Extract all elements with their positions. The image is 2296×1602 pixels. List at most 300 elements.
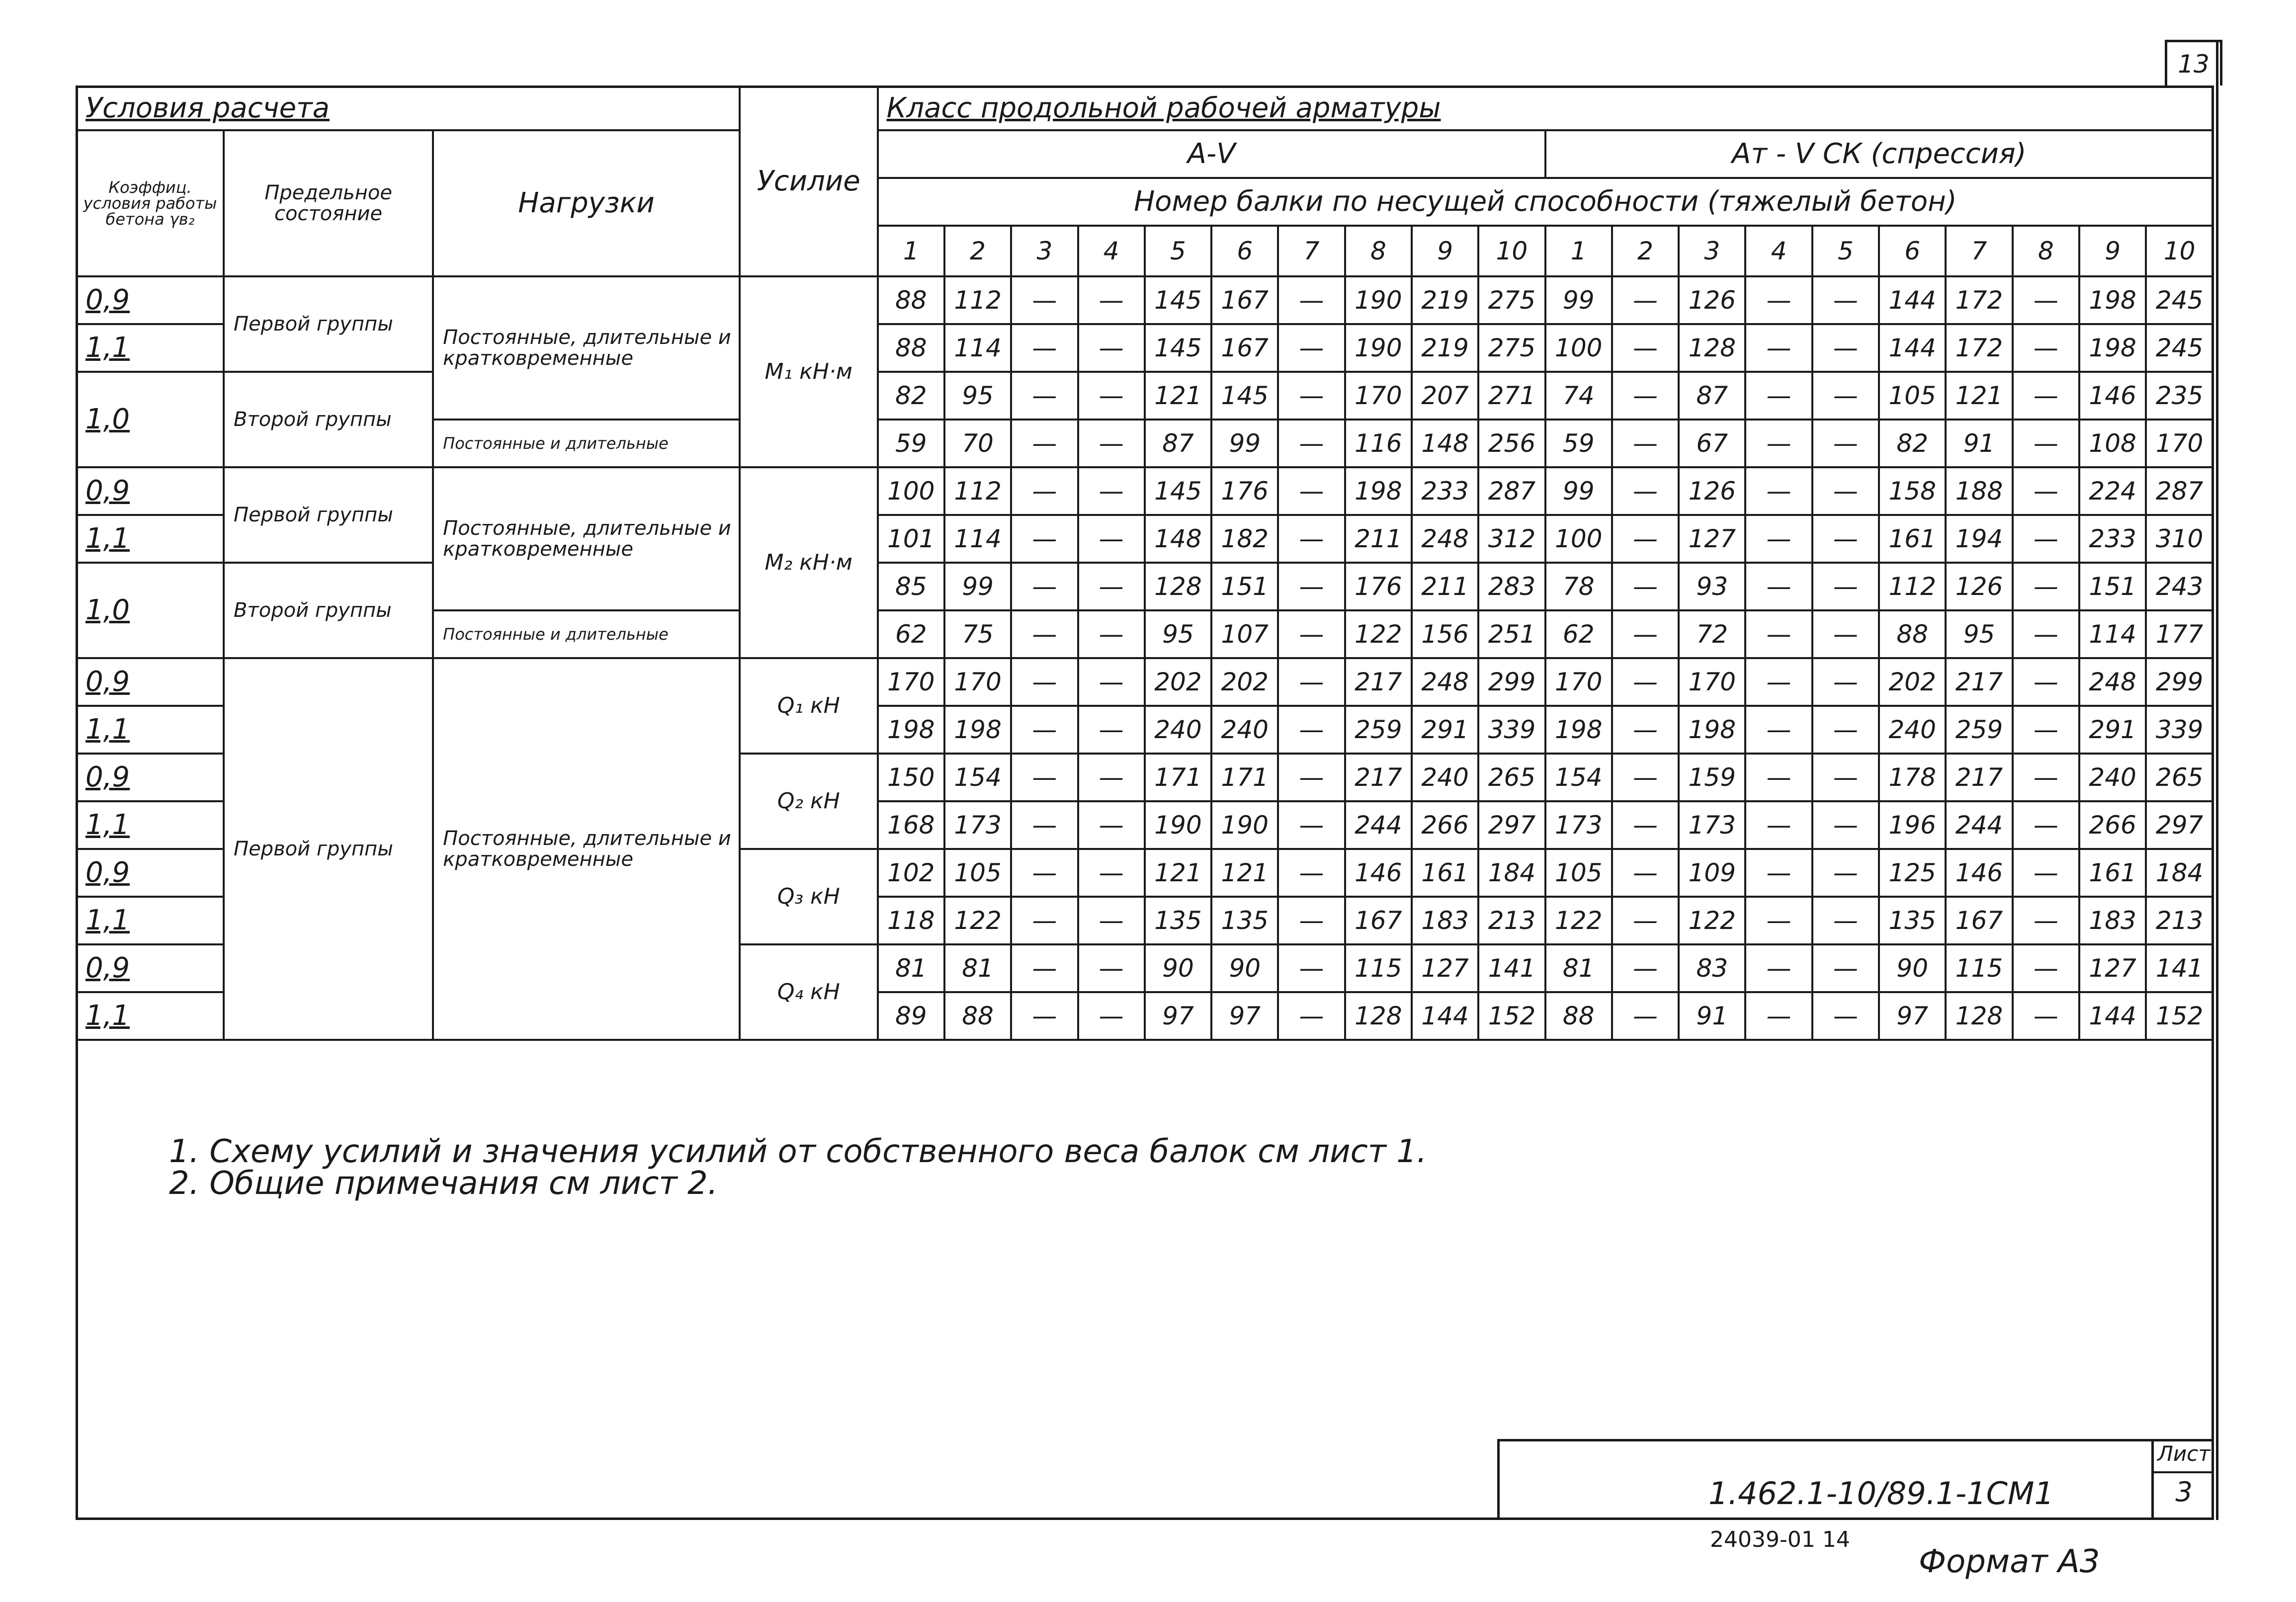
value-cell: — (1011, 944, 1078, 992)
value-cell: 135 (1211, 897, 1278, 944)
value-cell: 81 (878, 944, 944, 992)
value-cell: 339 (1478, 706, 1545, 754)
value-cell: 105 (1545, 849, 1612, 897)
value-cell: — (1612, 944, 1679, 992)
coef-cell: 0,9 (77, 467, 224, 515)
value-cell: 85 (878, 563, 944, 610)
value-cell: — (1745, 801, 1812, 849)
value-cell: 173 (1679, 801, 1745, 849)
value-cell: — (1745, 944, 1812, 992)
force-cell: Q₃ кН (740, 849, 878, 944)
value-cell: 122 (1545, 897, 1612, 944)
value-cell: 170 (1679, 658, 1745, 706)
value-cell: — (1078, 515, 1145, 563)
value-cell: 100 (878, 467, 944, 515)
value-cell: 240 (1879, 706, 1946, 754)
value-cell: 144 (1879, 276, 1946, 324)
value-cell: — (1745, 563, 1812, 610)
beam-number: 3 (1679, 226, 1745, 276)
value-cell: — (1011, 610, 1078, 658)
value-cell: — (2013, 610, 2079, 658)
value-cell: 82 (1879, 420, 1946, 467)
value-cell: 112 (1879, 563, 1946, 610)
value-cell: 145 (1145, 467, 1211, 515)
value-cell: — (1812, 515, 1879, 563)
value-cell: 299 (1478, 658, 1545, 706)
limit-state-cell: Первой группы (224, 276, 433, 372)
force-cell: Q₂ кН (740, 754, 878, 849)
value-cell: — (1278, 515, 1345, 563)
value-cell: 240 (1145, 706, 1211, 754)
value-cell: — (1278, 658, 1345, 706)
value-cell: 154 (1545, 754, 1612, 801)
beam-number: 9 (1412, 226, 1478, 276)
value-cell: 173 (944, 801, 1011, 849)
value-cell: 135 (1879, 897, 1946, 944)
value-cell: 202 (1145, 658, 1211, 706)
value-cell: — (2013, 849, 2079, 897)
value-cell: — (1745, 324, 1812, 372)
loads-cell: Постоянные, длительные и кратковременные (433, 658, 740, 1040)
value-cell: 87 (1679, 372, 1745, 420)
value-cell: — (1011, 324, 1078, 372)
value-cell: — (1011, 801, 1078, 849)
coef-cell: 1,1 (77, 515, 224, 563)
value-cell: — (1745, 754, 1812, 801)
notes (169, 1133, 1427, 1202)
value-cell: — (1812, 420, 1879, 467)
value-cell: 145 (1145, 276, 1211, 324)
value-cell: 114 (944, 515, 1011, 563)
value-cell: 183 (2079, 897, 2146, 944)
value-cell: — (1612, 706, 1679, 754)
class-a5-header: А-Ⅴ (878, 130, 1545, 178)
value-cell: 266 (1412, 801, 1478, 849)
value-cell: — (1278, 372, 1345, 420)
value-cell: — (1745, 897, 1812, 944)
value-cell: — (1812, 658, 1879, 706)
value-cell: 83 (1679, 944, 1745, 992)
value-cell: 235 (2146, 372, 2213, 420)
force-cell: M₂ кН·м (740, 467, 878, 658)
value-cell: 97 (1879, 992, 1946, 1040)
value-cell: 198 (1545, 706, 1612, 754)
value-cell: — (1011, 992, 1078, 1040)
value-cell: 93 (1679, 563, 1745, 610)
value-cell: — (2013, 754, 2079, 801)
value-cell: 184 (2146, 849, 2213, 897)
value-cell: 177 (2146, 610, 2213, 658)
value-cell: 146 (1345, 849, 1412, 897)
value-cell: — (1612, 801, 1679, 849)
value-cell: 151 (2079, 563, 2146, 610)
value-cell: 144 (1879, 324, 1946, 372)
value-cell: 81 (944, 944, 1011, 992)
value-cell: 114 (944, 324, 1011, 372)
value-cell: — (1812, 706, 1879, 754)
value-cell: 190 (1145, 801, 1211, 849)
value-cell: 102 (878, 849, 944, 897)
value-cell: 74 (1545, 372, 1612, 420)
value-cell: 128 (1679, 324, 1745, 372)
value-cell: — (1078, 897, 1145, 944)
value-cell: 122 (1345, 610, 1412, 658)
value-cell: — (1278, 801, 1345, 849)
value-cell: — (1612, 276, 1679, 324)
value-cell: — (1011, 563, 1078, 610)
value-cell: 190 (1211, 801, 1278, 849)
value-cell: 167 (1211, 276, 1278, 324)
value-cell: — (1278, 276, 1345, 324)
value-cell: 95 (1946, 610, 2012, 658)
beam-number: 3 (1011, 226, 1078, 276)
value-cell: 128 (1345, 992, 1412, 1040)
value-cell: — (2013, 276, 2079, 324)
value-cell: — (1612, 849, 1679, 897)
beam-number: 5 (1812, 226, 1879, 276)
beam-number: 10 (2146, 226, 2213, 276)
value-cell: 213 (2146, 897, 2213, 944)
value-cell: — (2013, 658, 2079, 706)
value-cell: — (1612, 754, 1679, 801)
value-cell: 168 (878, 801, 944, 849)
value-cell: 97 (1211, 992, 1278, 1040)
value-cell: — (1745, 515, 1812, 563)
value-cell: 297 (2146, 801, 2213, 849)
value-cell: 148 (1412, 420, 1478, 467)
value-cell: 99 (944, 563, 1011, 610)
value-cell: 75 (944, 610, 1011, 658)
value-cell: 170 (1345, 372, 1412, 420)
coef-cell: 0,9 (77, 754, 224, 801)
value-cell: — (1612, 563, 1679, 610)
value-cell: — (1745, 658, 1812, 706)
force-header: Усилие (740, 86, 878, 276)
value-cell: — (1078, 754, 1145, 801)
beam-number: 7 (1278, 226, 1345, 276)
value-cell: 219 (1412, 276, 1478, 324)
inventory-number: 24039-01 14 (1710, 1527, 1850, 1552)
sheet-label: Лист (2154, 1441, 2214, 1473)
value-cell: 233 (2079, 515, 2146, 563)
value-cell: 146 (2079, 372, 2146, 420)
force-cell: Q₁ кН (740, 658, 878, 754)
value-cell: 67 (1679, 420, 1745, 467)
value-cell: 167 (1946, 897, 2012, 944)
value-cell: 170 (2146, 420, 2213, 467)
value-cell: — (1612, 467, 1679, 515)
value-cell: 112 (944, 467, 1011, 515)
coef-header: Коэффиц. условия работы бетона γв₂ (77, 130, 224, 276)
value-cell: — (1011, 515, 1078, 563)
value-cell: — (2013, 420, 2079, 467)
beam-number: 1 (1545, 226, 1612, 276)
value-cell: — (1078, 992, 1145, 1040)
value-cell: — (1612, 992, 1679, 1040)
value-cell: 271 (1478, 372, 1545, 420)
value-cell: — (1612, 897, 1679, 944)
value-cell: 125 (1879, 849, 1946, 897)
value-cell: 90 (1145, 944, 1211, 992)
value-cell: 126 (1679, 467, 1745, 515)
value-cell: 62 (1545, 610, 1612, 658)
value-cell: 259 (1946, 706, 2012, 754)
value-cell: 62 (878, 610, 944, 658)
value-cell: 299 (2146, 658, 2213, 706)
beam-number: 7 (1946, 226, 2012, 276)
value-cell: 128 (1145, 563, 1211, 610)
beam-number-header: Номер балки по несущей способности (тяжелый бетон) (878, 178, 2213, 226)
value-cell: 89 (878, 992, 944, 1040)
value-cell: 291 (1412, 706, 1478, 754)
value-cell: 240 (1412, 754, 1478, 801)
value-cell: 115 (1345, 944, 1412, 992)
value-cell: 126 (1946, 563, 2012, 610)
document-code: 1.462.1-10/89.1-1СМ1 (1708, 1475, 2054, 1512)
beam-number: 8 (2013, 226, 2079, 276)
value-cell: — (1812, 944, 1879, 992)
value-cell: 275 (1478, 324, 1545, 372)
value-cell: 202 (1879, 658, 1946, 706)
value-cell: 283 (1478, 563, 1545, 610)
value-cell: 172 (1946, 276, 2012, 324)
value-cell: 188 (1946, 467, 2012, 515)
value-cell: 170 (878, 658, 944, 706)
value-cell: — (1278, 324, 1345, 372)
value-cell: 91 (1679, 992, 1745, 1040)
value-cell: — (1745, 706, 1812, 754)
value-cell: 81 (1545, 944, 1612, 992)
value-cell: 156 (1412, 610, 1478, 658)
value-cell: 248 (1412, 658, 1478, 706)
value-cell: 217 (1946, 658, 2012, 706)
value-cell: — (2013, 324, 2079, 372)
value-cell: — (2013, 706, 2079, 754)
value-cell: — (1011, 276, 1078, 324)
value-cell: — (1011, 897, 1078, 944)
page-number: 13 (2165, 40, 2222, 85)
value-cell: 88 (878, 276, 944, 324)
value-cell: 127 (1679, 515, 1745, 563)
value-cell: 198 (2079, 276, 2146, 324)
coef-cell: 1,1 (77, 801, 224, 849)
value-cell: — (1011, 849, 1078, 897)
title-block (1497, 1439, 2214, 1520)
sheet-number: 3 (2175, 1476, 2193, 1508)
value-cell: — (1078, 563, 1145, 610)
value-cell: — (1278, 992, 1345, 1040)
value-cell: 265 (2146, 754, 2213, 801)
coef-cell: 1,0 (77, 563, 224, 658)
value-cell: 88 (944, 992, 1011, 1040)
value-cell: 88 (1545, 992, 1612, 1040)
value-cell: — (1078, 849, 1145, 897)
value-cell: 248 (2079, 658, 2146, 706)
value-cell: 146 (1946, 849, 2012, 897)
value-cell: 121 (1145, 849, 1211, 897)
value-cell: — (1745, 276, 1812, 324)
value-cell: 115 (1946, 944, 2012, 992)
value-cell: 217 (1345, 754, 1412, 801)
beam-number: 2 (944, 226, 1011, 276)
value-cell: — (1278, 849, 1345, 897)
value-cell: 167 (1211, 324, 1278, 372)
beam-number: 8 (1345, 226, 1412, 276)
value-cell: 141 (2146, 944, 2213, 992)
value-cell: — (1011, 754, 1078, 801)
value-cell: 161 (1879, 515, 1946, 563)
value-cell: 339 (2146, 706, 2213, 754)
value-cell: 159 (1679, 754, 1745, 801)
beam-number: 4 (1745, 226, 1812, 276)
value-cell: — (2013, 372, 2079, 420)
value-cell: — (1078, 944, 1145, 992)
value-cell: 240 (1211, 706, 1278, 754)
value-cell: 184 (1478, 849, 1545, 897)
value-cell: — (1812, 467, 1879, 515)
value-cell: — (1078, 276, 1145, 324)
value-cell: 219 (1412, 324, 1478, 372)
value-cell: 99 (1545, 276, 1612, 324)
coef-cell: 1,1 (77, 897, 224, 944)
value-cell: 109 (1679, 849, 1745, 897)
value-cell: 158 (1879, 467, 1946, 515)
value-cell: 105 (1879, 372, 1946, 420)
format-label: Формат А3 (1919, 1543, 2100, 1580)
value-cell: 108 (2079, 420, 2146, 467)
limit-state-header: Предельное состояние (224, 130, 433, 276)
value-cell: 97 (1145, 992, 1211, 1040)
value-cell: 127 (2079, 944, 2146, 992)
beam-number: 10 (1478, 226, 1545, 276)
value-cell: 211 (1345, 515, 1412, 563)
value-cell: 127 (1412, 944, 1478, 992)
limit-state-cell: Второй группы (224, 372, 433, 467)
value-cell: — (1078, 372, 1145, 420)
value-cell: 154 (944, 754, 1011, 801)
value-cell: 266 (2079, 801, 2146, 849)
value-cell: 190 (1345, 276, 1412, 324)
value-cell: — (1812, 372, 1879, 420)
value-cell: 287 (1478, 467, 1545, 515)
value-cell: 287 (2146, 467, 2213, 515)
value-cell: — (1812, 610, 1879, 658)
value-cell: — (1612, 658, 1679, 706)
value-cell: 183 (1412, 897, 1478, 944)
value-cell: 244 (1946, 801, 2012, 849)
value-cell: — (1812, 897, 1879, 944)
value-cell: 82 (878, 372, 944, 420)
value-cell: — (1612, 610, 1679, 658)
value-cell: 194 (1946, 515, 2012, 563)
value-cell: 245 (2146, 324, 2213, 372)
value-cell: 78 (1545, 563, 1612, 610)
value-cell: — (1612, 515, 1679, 563)
value-cell: 213 (1478, 897, 1545, 944)
value-cell: — (1745, 992, 1812, 1040)
value-cell: — (1278, 944, 1345, 992)
value-cell: — (2013, 563, 2079, 610)
value-cell: — (1812, 849, 1879, 897)
value-cell: — (1745, 610, 1812, 658)
value-cell: 59 (878, 420, 944, 467)
value-cell: 198 (944, 706, 1011, 754)
coef-cell: 0,9 (77, 944, 224, 992)
value-cell: 244 (1345, 801, 1412, 849)
force-table (76, 85, 2214, 1041)
loads-cell: Постоянные, длительные и кратковременные (433, 467, 740, 610)
value-cell: 90 (1879, 944, 1946, 992)
loads-cell: Постоянные, длительные и кратковременные (433, 276, 740, 420)
value-cell: 88 (1879, 610, 1946, 658)
value-cell: 148 (1145, 515, 1211, 563)
value-cell: 202 (1211, 658, 1278, 706)
value-cell: 152 (2146, 992, 2213, 1040)
value-cell: 152 (1478, 992, 1545, 1040)
value-cell: 224 (2079, 467, 2146, 515)
value-cell: 122 (944, 897, 1011, 944)
value-cell: 297 (1478, 801, 1545, 849)
beam-number: 1 (878, 226, 944, 276)
value-cell: 135 (1145, 897, 1211, 944)
limit-state-cell: Первой группы (224, 467, 433, 563)
value-cell: 121 (1145, 372, 1211, 420)
value-cell: 233 (1412, 467, 1478, 515)
value-cell: — (1078, 706, 1145, 754)
frame-right-line (2216, 40, 2218, 1520)
value-cell: 107 (1211, 610, 1278, 658)
loads-cell: Постоянные и длительные (433, 610, 740, 658)
value-cell: — (2013, 801, 2079, 849)
value-cell: 251 (1478, 610, 1545, 658)
value-cell: 243 (2146, 563, 2213, 610)
value-cell: 121 (1211, 849, 1278, 897)
value-cell: — (1278, 897, 1345, 944)
value-cell: 59 (1545, 420, 1612, 467)
value-cell: 100 (1545, 515, 1612, 563)
value-cell: 291 (2079, 706, 2146, 754)
value-cell: — (1812, 276, 1879, 324)
value-cell: — (1278, 563, 1345, 610)
value-cell: 198 (878, 706, 944, 754)
value-cell: 105 (944, 849, 1011, 897)
value-cell: 95 (1145, 610, 1211, 658)
value-cell: 87 (1145, 420, 1211, 467)
beam-number: 4 (1078, 226, 1145, 276)
value-cell: — (1011, 372, 1078, 420)
value-cell: 99 (1545, 467, 1612, 515)
coef-cell: 1,1 (77, 706, 224, 754)
value-cell: — (1745, 467, 1812, 515)
coef-cell: 1,1 (77, 324, 224, 372)
value-cell: 259 (1345, 706, 1412, 754)
value-cell: 217 (1946, 754, 2012, 801)
value-cell: 172 (1946, 324, 2012, 372)
value-cell: 144 (2079, 992, 2146, 1040)
value-cell: 167 (1345, 897, 1412, 944)
value-cell: 88 (878, 324, 944, 372)
value-cell: 275 (1478, 276, 1545, 324)
value-cell: — (1078, 610, 1145, 658)
force-cell: Q₄ кН (740, 944, 878, 1040)
value-cell: 161 (2079, 849, 2146, 897)
value-cell: — (1812, 324, 1879, 372)
value-cell: 312 (1478, 515, 1545, 563)
value-cell: 141 (1478, 944, 1545, 992)
limit-state-cell: Первой группы (224, 658, 433, 1040)
value-cell: — (1078, 801, 1145, 849)
value-cell: — (1011, 467, 1078, 515)
